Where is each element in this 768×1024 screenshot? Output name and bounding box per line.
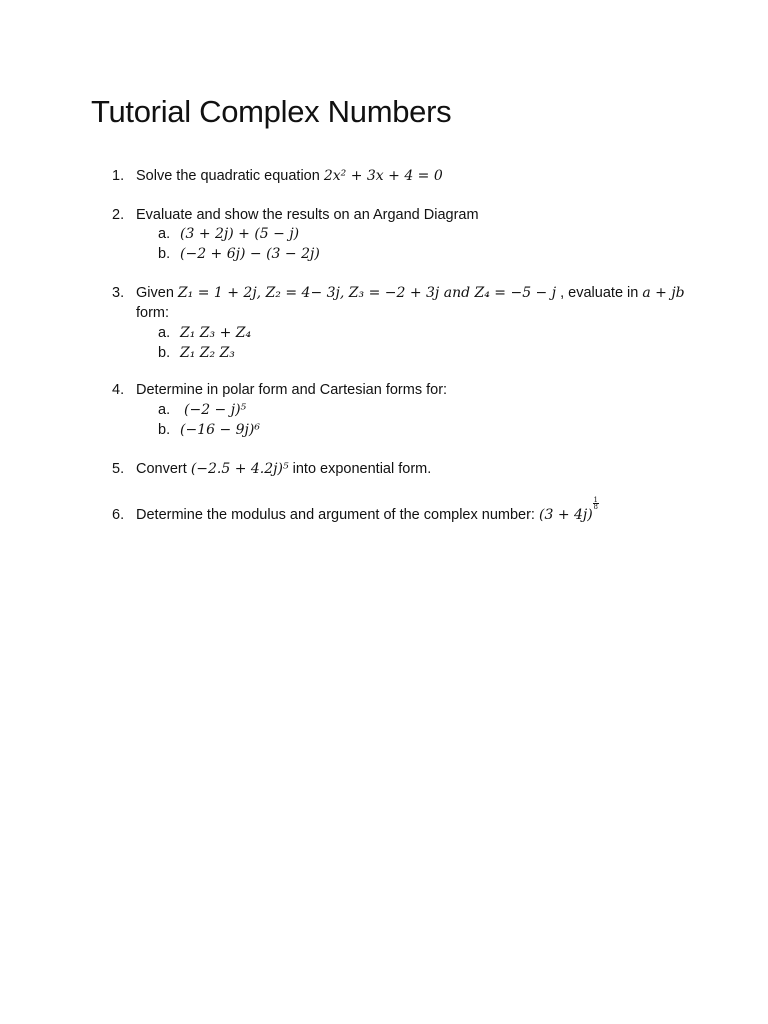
question-6 [0,496,768,526]
question-number: 1. [112,168,125,184]
part-letter: b. [158,422,171,438]
page-title: Tutorial Complex Numbers [91,94,452,129]
part-letter: b. [158,246,171,262]
question-1-text: Solve the quadratic equation [136,168,320,184]
question-number: 5. [112,461,125,477]
question-2-text: Evaluate and show the results on an Argand Diagram [136,207,479,223]
part-letter: a. [158,226,171,242]
exponent-numerator: 1 [593,496,598,504]
question-3-line-2 [0,304,768,324]
question-6-text: Determine the modulus and argument of the complex number: [136,507,535,523]
question-5-math: (−2.5 + 4.2j)⁵ [190,461,289,477]
question-3 [0,284,768,304]
question-2-part-b [0,245,768,265]
question-2-part-a [0,225,768,245]
exponent-denominator: 8 [593,503,598,511]
question-3-text-before: Given [136,285,174,301]
part-letter: a. [158,402,171,418]
question-5-line [136,460,431,478]
question-3-text-after: , evaluate in [560,285,639,301]
part-letter: a. [158,325,171,341]
question-3-part-b [0,344,768,364]
question-3-form-label: form: [136,305,170,321]
question-4-text: Determine in polar form and Cartesian forms for: [136,382,448,398]
question-3-form-math: a + jb [642,285,685,301]
question-3-given-math: Z₁ = 1 + 2j, Z₂ = 4− 3j, Z₃ = −2 + 3j and Z₄ = −5 − j [177,285,557,301]
part-math: Z₁ Z₂ Z₃ [180,345,235,361]
question-4-part-a [0,401,768,421]
question-number: 3. [112,285,125,301]
question-1 [0,167,768,187]
question-number: 2. [112,207,125,223]
question-number: 6. [112,507,125,523]
part-math: Z₁ Z₃ + Z₄ [180,325,252,341]
question-6-line [136,496,599,524]
question-text [136,167,443,185]
question-5-text-before: Convert [136,461,187,477]
question-3-line-1 [136,284,685,302]
question-2 [0,206,768,226]
question-6-exponent-fraction [593,497,599,510]
part-math: (−2 − j)⁵ [184,402,247,418]
question-4 [0,381,768,401]
part-letter: b. [158,345,171,361]
part-math: (−16 − 9j)⁶ [180,422,260,438]
question-number: 4. [112,382,125,398]
part-math: (−2 + 6j) − (3 − 2j) [180,246,320,262]
question-5 [0,460,768,480]
question-5-text-after: into exponential form. [292,461,432,477]
question-1-math: 2x² + 3x + 4 = 0 [323,168,443,184]
question-4-part-b [0,421,768,441]
part-math: (3 + 2j) + (5 − j) [180,226,300,242]
question-6-math-base: (3 + 4j) [539,507,593,523]
question-3-part-a [0,324,768,344]
